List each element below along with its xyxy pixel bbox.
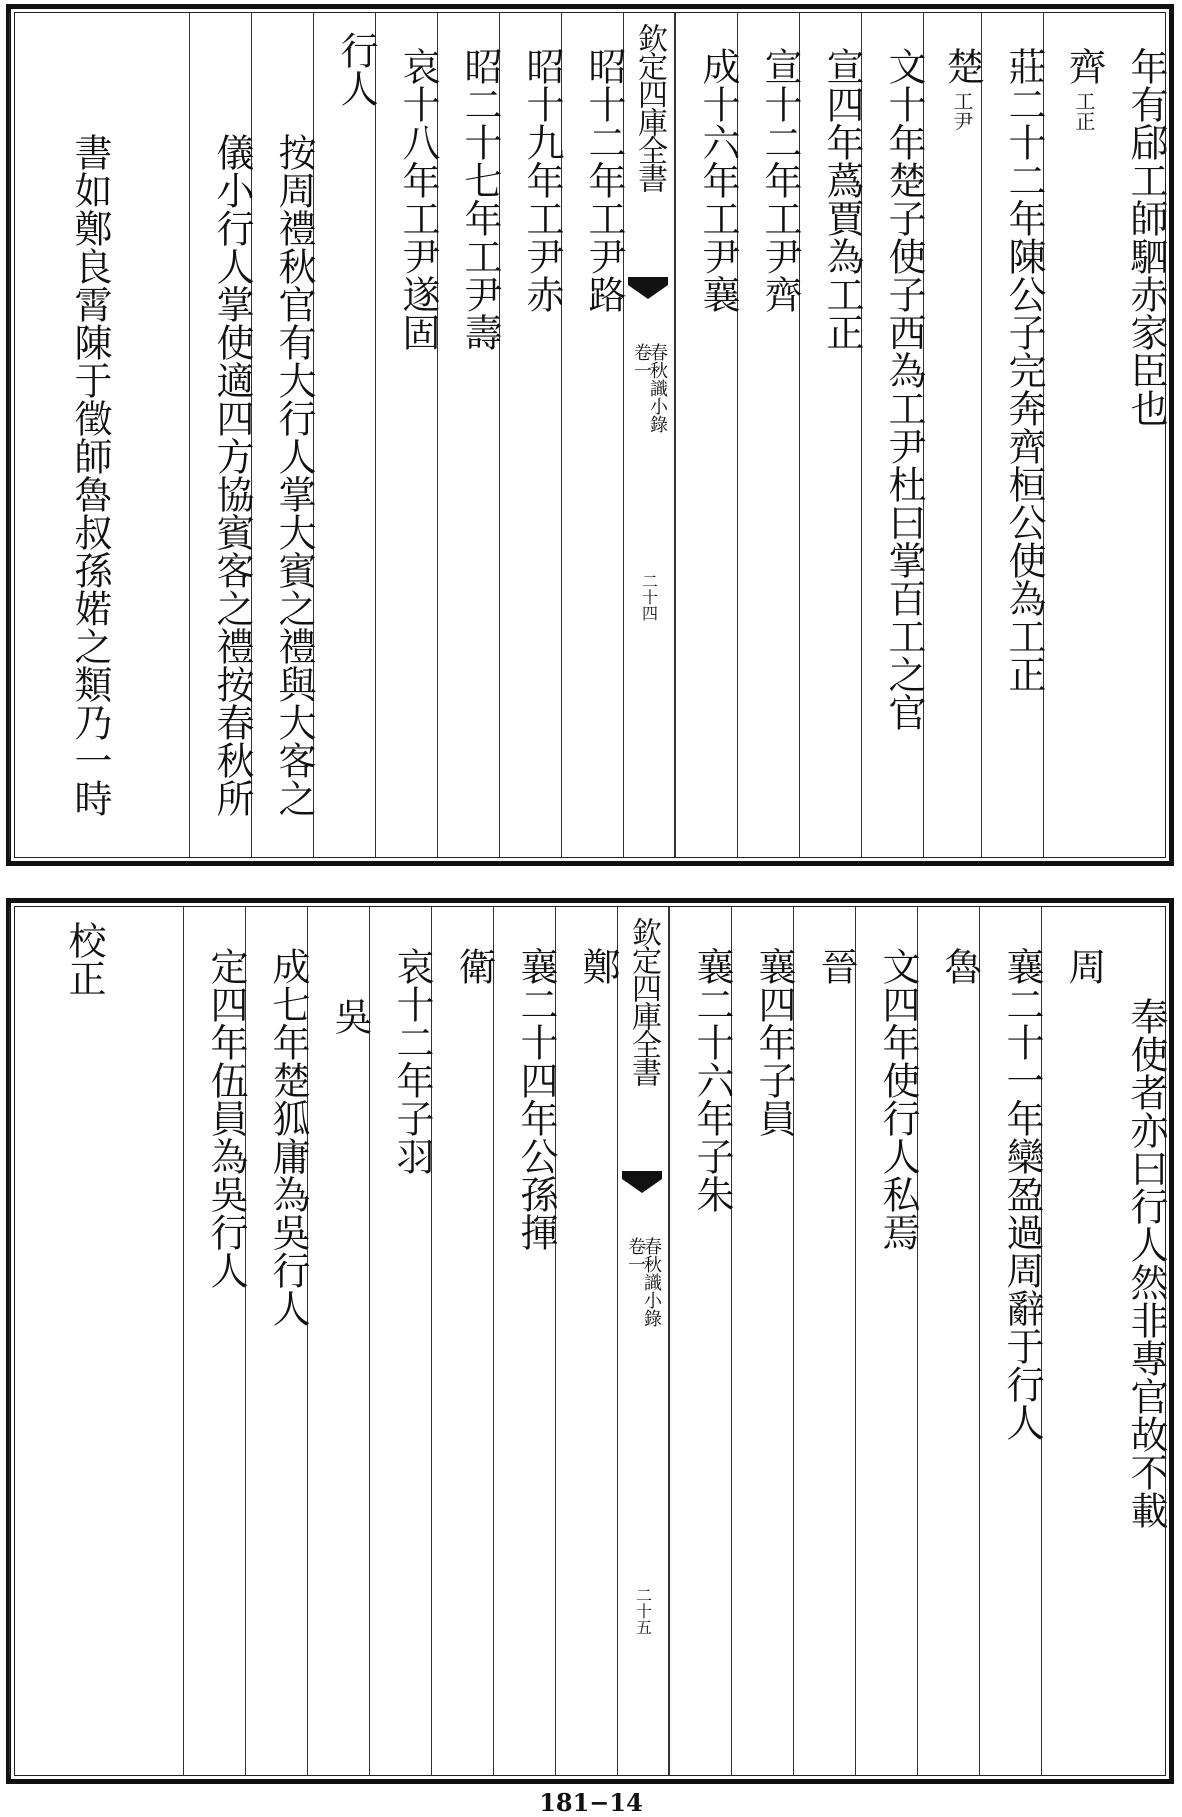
column: 襄二十四年公孫揮 [493,907,555,1775]
column: 文十年楚子使子西為工尹杜曰掌百工之官 [861,13,923,857]
column: 宣十二年工尹齊 [737,13,799,857]
column: 衛 [431,907,493,1775]
column: 周 [1041,907,1103,1775]
column: 定四年伍員為吳行人 [183,907,245,1775]
column: 襄二十六年子朱 [669,907,731,1775]
folio-number: 二十五 [633,1587,653,1635]
fish-tail-icon [622,1171,662,1193]
library-title: 欽定四庫全書 [626,917,661,1085]
column: 鄭 [555,907,617,1775]
fish-tail-icon [628,277,668,299]
top-page [6,4,1174,866]
top-columns [15,13,1168,857]
book-title: 春秋識小錄 [647,343,668,433]
juan-number: 卷一 [625,1237,646,1273]
column: 昭十九年工尹赤 [499,13,561,857]
column: 魯 [917,907,979,1775]
column: 昭二十七年工尹壽 [437,13,499,857]
banxin [617,907,669,1775]
column: 莊二十二年陳公子完奔齊桓公使為工正 [981,13,1043,857]
column: 行人 [313,13,375,857]
column: 襄四年子員 [731,907,793,1775]
library-title: 欽定四庫全書 [632,23,667,191]
column: 年有郈工師駟赤家臣也 [1124,47,1168,427]
column: 奉使者亦曰行人然非專官故不載 [1124,997,1168,1529]
column: 齊工正 [1043,13,1103,857]
column: 成七年楚狐庸為吳行人 [245,907,307,1775]
column: 宣四年蔿賈為工正 [799,13,861,857]
bottom-page [6,898,1174,1784]
column: 哀十八年工尹遂固 [375,13,437,857]
folio-number: 二十四 [639,573,659,621]
column: 楚工尹 [923,13,981,857]
column: 儀小行人掌使適四方協賓客之禮按春秋所 [189,13,251,857]
book-title: 春秋識小錄 [641,1237,662,1327]
column: 昭十二年工尹路 [561,13,623,857]
bottom-columns [15,907,1168,1775]
page-footer-number: 181−14 [539,1788,643,1817]
column: 吳 [307,907,369,1775]
column: 校正 [9,907,183,1775]
column: 襄二十一年欒盈過周辭于行人 [979,907,1041,1775]
column: 文四年使行人私焉 [855,907,917,1775]
column: 晉 [793,907,855,1775]
banxin [623,13,675,857]
column: 哀十二年子羽 [369,907,431,1775]
column: 成十六年工尹襄 [675,13,737,857]
juan-number: 卷一 [631,343,652,379]
column: 書如鄭良霄陳于徵師魯叔孫婼之類乃一時 [9,13,189,857]
column: 按周禮秋官有大行人掌大賓之禮與大客之 [251,13,313,857]
